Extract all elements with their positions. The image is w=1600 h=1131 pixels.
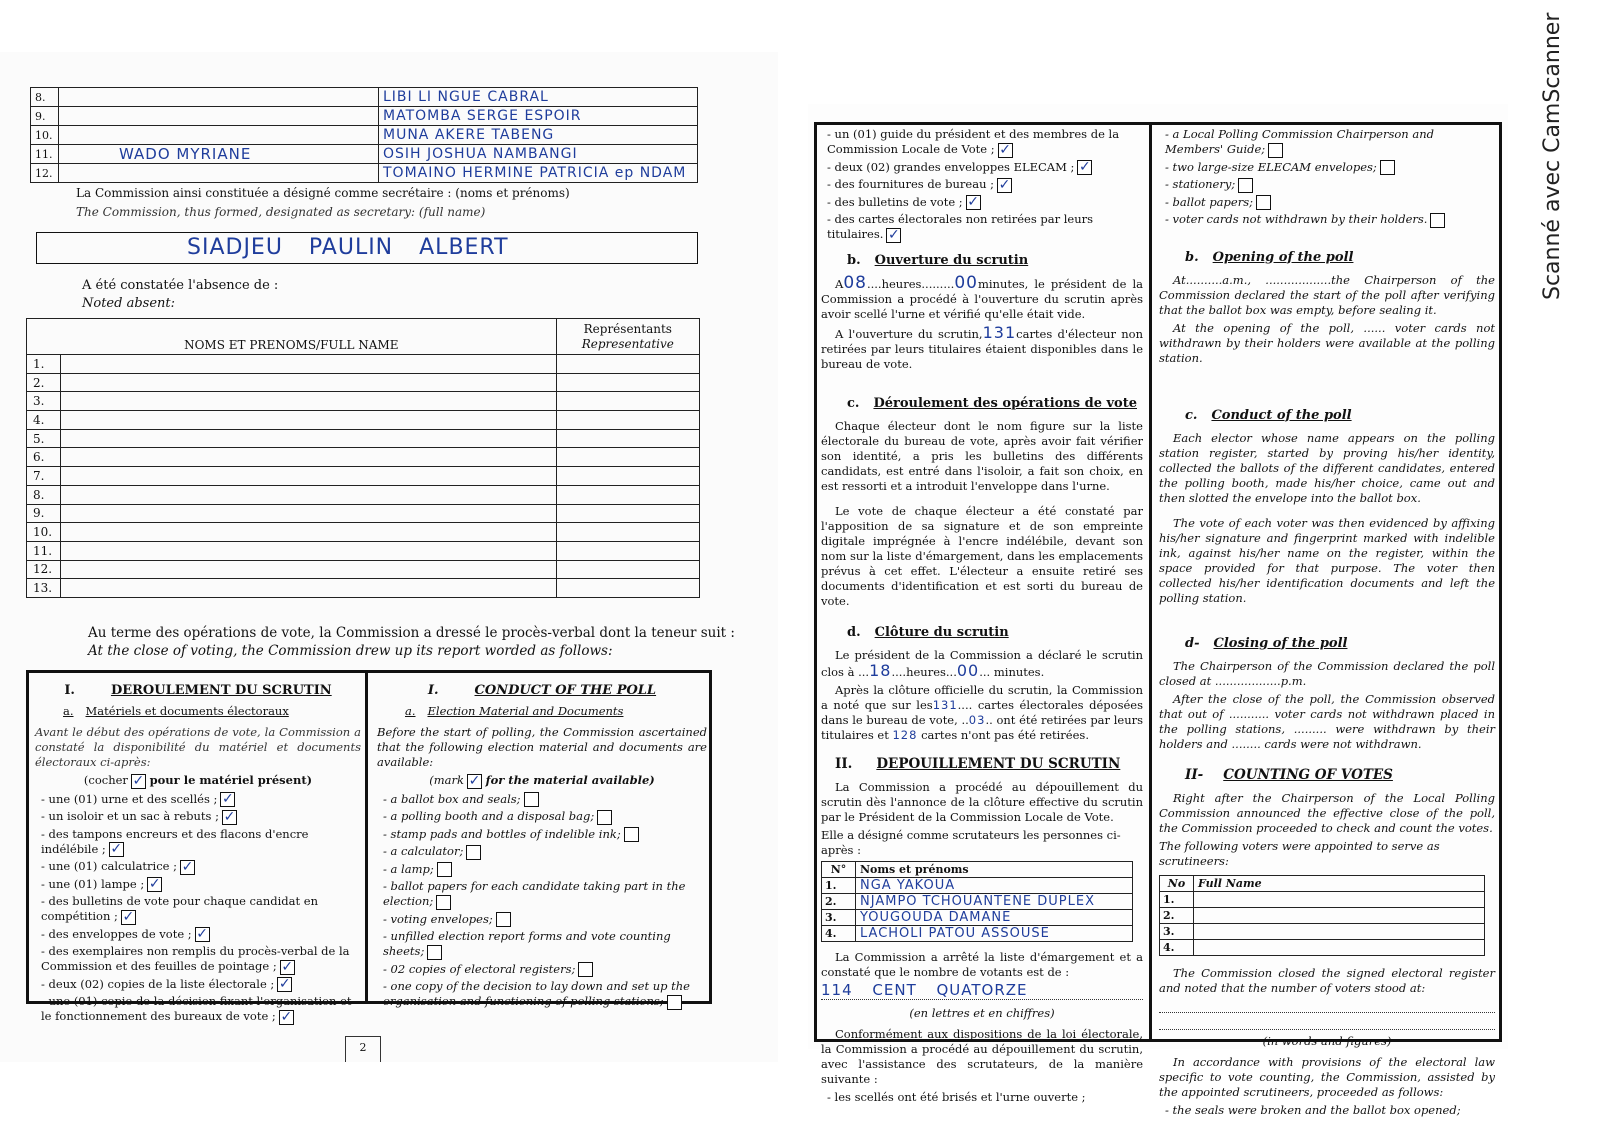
section-divider — [365, 673, 368, 1001]
secretary-box — [36, 232, 698, 264]
absent-row: 7. — [27, 467, 700, 486]
checklist-item: - ballot papers for each candidate taking part in the election; — [383, 879, 686, 908]
checkbox[interactable]: ✓ — [222, 791, 234, 807]
scrutineers-table-fr: N° Noms et prénoms 1. NGA YAKOUA 2. NJAMPO TCHOUANTENE DUPLEX 3. YOUGOUDA DAMANE 4. LACHOLI PATOU ASSOUSE — [821, 861, 1133, 942]
checklist-item: - ballot papers; — [1165, 195, 1495, 211]
checkbox[interactable]: ✓ — [1079, 159, 1091, 175]
checkbox[interactable] — [1268, 143, 1283, 158]
checkbox[interactable] — [496, 912, 511, 927]
checklist-item: - two large-size ELECAM envelopes; — [1165, 160, 1495, 176]
checklist-item: - une (01) calculatrice ; ✓ — [41, 858, 194, 875]
absent-row: 8. — [27, 485, 700, 504]
scrutineer-row: 3. YOUGOUDA DAMANE — [822, 909, 1133, 925]
absent-col-representative: Représentants Representative — [556, 319, 699, 355]
fr-material-column: I. DEROULEMENT DU SCRUTIN a. Matériels et documents électoraux Avant le début des opérations de vote, la Commission a constaté la disponibilité du matériel et documents électoraux ci-après: (cocher ✓ pour le matériel présent) - une (01) urne et des scellés ; ✓ - un isoloir et un sac à rebuts ; ✓ - des tampons encreurs et des flacons d'encre indélébile ; ✓ - une (01) calculatrice ; ✓ - une (01) lampe ; ✓ - des bulletins de vote pour chaque candidat en compétition ; ✓ - des enveloppes de vote ; ✓ - des exemplaires non remplis du procès-verbal de la Commission et des feuilles de pointage ; ✓ - deux (02) copies de la liste électorale ; ✓ - une (01) copie de la décision fixant l'organisation et le fonctionnement des bureaux de vote ; ✓ — [35, 683, 361, 1025]
absent-row: 2. — [27, 373, 700, 392]
scrutineer-row: 4. — [1160, 939, 1485, 955]
checkbox[interactable]: ✓ — [122, 908, 135, 925]
member-name-right: TOMAINO HERMINE PATRICIA ep NDAM — [379, 164, 698, 183]
absent-row: 9. — [27, 504, 700, 523]
checkbox[interactable] — [427, 945, 442, 960]
checklist-item: - des cartes électorales non retirées par leurs titulaires. ✓ — [827, 212, 1094, 243]
absent-row: 6. — [27, 448, 700, 467]
checkbox[interactable]: ✓ — [196, 926, 209, 942]
left-page — [0, 52, 778, 1062]
en-column-right: - a Local Polling Commission Chairperson and Members' Guide; - two large-size ELECAM envelopes; - stationery; - ballot papers; - voter cards not withdrawn by their holders. b. Opening of the poll At..........a.m., ..................the Chairperson of the Commission declared the start of the poll after verifying that the ballot box was empty, before sealing it. At the opening of the poll, ...... voter cards not withdrawn by their holders were available at the polling station. c. Conduct of the poll Each elector whose name appears on the polling station register, started by proving his/her identity, collected the ballots of the different candidates, entered the polling booth, made his/her choice, came out and then slotted the envelope into the ballot box. The vote of each voter was then evidenced by affixing his/her signature and fingerprint marked with indelible ink, against his/her name on the register, within the space provided for that purpose. The voter then collected his/her identification documents and left the polling station. d- Closing of the poll The Chairperson of the Commission declared the poll closed at ..................p.m. After the close of the poll, the Commission observed that out of ........... voter cards not withdrawn placed in the polling stations, ......... were withdrawn by their holders and ........ cards were not withdrawn. II- COUNTING OF VOTES Right after the Chairperson of the Local Polling Commission announced the effective close of the poll, the Commission proceeded to check and count the votes. The following voters were appointed to serve as scrutineers: No Full Name 1. 2. 3. 4. The Commission closed the signed electoral register and noted that the number of voters stood at: (in words and figures) In accordance with provisions of the electoral law specific to vote counting, the Commission, assisted by the appointed scrutineers, proceeded as follows: - the seals were broken and the ballot box opened; — [1159, 127, 1495, 1117]
section-conduct-left — [26, 670, 712, 1025]
checkbox[interactable] — [1430, 213, 1445, 228]
camscanner-watermark: Scanné avec CamScanner — [1540, 12, 1565, 300]
checkbox[interactable] — [466, 845, 481, 860]
en-material-column: I. CONDUCT OF THE POLL a. Election Material and Documents Before the start of polling, the Commission ascertained that the following election material and documents are available: (mark ✓ for the material available) - a ballot box and seals; - a polling booth and a disposal bag; - stamp pads and bottles of indelible ink; - a calculator; - a lamp; - ballot papers for each candidate taking part in the election; - voting envelopes; - unfilled election report forms and vote counting sheets; - 02 copies of electoral registers; - one copy of the decision to lay down and set up the organisation and functioning of polling stations; — [377, 683, 707, 1008]
checkbox[interactable] — [1380, 160, 1395, 175]
member-name-right: OSIH JOSHUA NAMBANGI — [379, 145, 698, 164]
checkbox[interactable]: ✓ — [223, 808, 236, 825]
checkbox[interactable] — [524, 792, 539, 807]
scrutineer-row: 1. — [1160, 891, 1485, 907]
checkbox[interactable] — [624, 827, 639, 842]
member-name-right: MATOMBA SERGE ESPOIR — [379, 107, 698, 126]
checkbox[interactable]: ✓ — [999, 141, 1011, 158]
absence-label-fr: A été constatée l'absence de : — [82, 278, 279, 293]
secretary-name: SIADJEU PAULIN ALBERT — [187, 235, 509, 260]
member-name-left: WADO MYRIANE — [59, 145, 379, 164]
scrutineer-row: 2. NJAMPO TCHOUANTENE DUPLEX — [822, 893, 1133, 909]
checklist-item: - a polling booth and a disposal bag; — [383, 809, 707, 825]
scrutineer-row: 4. LACHOLI PATOU ASSOUSE — [822, 925, 1133, 941]
checklist-item: - voting envelopes; — [383, 912, 707, 928]
checklist-item: - a ballot box and seals; — [383, 792, 707, 808]
checkbox[interactable]: ✓ — [281, 958, 294, 975]
absence-label-en: Noted absent: — [82, 296, 175, 311]
checklist-item: - deux (02) grandes enveloppes ELECAM ; ✓ — [827, 159, 1091, 175]
checklist-item: - unfilled election report forms and vote counting sheets; — [383, 929, 671, 958]
checkbox[interactable]: ✓ — [148, 876, 161, 892]
member-row: 12. TOMAINO HERMINE PATRICIA ep NDAM — [31, 164, 698, 183]
checkbox[interactable]: ✓ — [998, 176, 1011, 193]
checkbox[interactable] — [436, 895, 451, 910]
scrutineer-row: 2. — [1160, 907, 1485, 923]
absent-row: 5. — [27, 429, 700, 448]
member-row: 8. LIBI LI NGUE CABRAL — [31, 88, 698, 107]
absent-row: 10. — [27, 523, 700, 542]
checklist-item: - a calculator; — [383, 844, 707, 860]
checkbox[interactable]: ✓ — [280, 1008, 293, 1025]
checkbox[interactable]: ✓ — [110, 841, 123, 857]
checklist-item: - des bulletins de vote pour chaque candidat en compétition ; ✓ — [41, 894, 319, 925]
right-divider — [1149, 125, 1152, 1039]
checkbox[interactable] — [1256, 195, 1271, 210]
checklist-item: - stamp pads and bottles of indelible ink; — [383, 827, 707, 843]
checklist-item: - 02 copies of electoral registers; — [383, 962, 707, 978]
member-row: 10. MUNA AKERE TABENG — [31, 126, 698, 145]
checklist-item: - des fournitures de bureau ; ✓ — [827, 176, 1011, 193]
checklist-item: - voter cards not withdrawn by their holders. — [1165, 212, 1495, 228]
section-right-frame — [814, 122, 1502, 1117]
member-name-right: MUNA AKERE TABENG — [379, 126, 698, 145]
fr-column-right: - un (01) guide du président et des membres de la Commission Locale de Vote ; ✓ - deux (02) grandes enveloppes ELECAM ; ✓ - des fournitures de bureau ; ✓ - des bulletins de vote ; ✓ - des cartes électorales non retirées par leurs titulaires. ✓ b. Ouverture du scrutin A08....heures.........00minutes, le président de la Commission a procédé à l'ouverture du scrutin après avoir scellé l'urne et vérifié qu'elle était vide. A l'ouverture du scrutin,131cartes d'électeur non retirées par leurs titulaires étaient disponibles dans le bureau de vote. c. Déroulement des opérations de vote Chaque électeur dont le nom figure sur la liste électorale du bureau de vote, après avoir fait vérifier son identité, a pris les bulletins des différents candidats, est entré dans l'isoloir, a fait son choix, en est ressorti et a introduit l'enveloppe dans l'urne. Le vote de chaque électeur a été constaté par l'apposition de sa signature et de son empreinte digitale imprégnée à l'encre indélébile, devant son nom sur la liste d'émargement, dans les emplacements prévus à cet effet. L'électeur a ensuite retiré ses documents d'identification et est sorti du bureau de vote. d. Clôture du scrutin Le président de la Commission a déclaré le scrutin clos à ...18....heures...00... minutes. Après la clôture officielle du scrutin, la Commission a noté que sur les131.... cartes électorales déposées dans le bureau de vote, ..03.. ont été retirées par leurs titulaires et 128 cartes n'ont pas été retirées. II. DEPOUILLEMENT DU SCRUTIN La Commission a procédé au dépouillement du scrutin dès l'annonce de la clôture effective du scrutin par le Président de la Commission Locale de Vote. Elle a désigné comme scrutateurs les personnes ci-après : N° Noms et prénoms 1. NGA YAKOUA 2. NJAMPO TCHOUANTENE DUPLEX 3. YOUGOUDA DAMANE 4. LACHOLI PATOU ASSOUSE La Commission a arrêté la liste d'émargement et a constaté que le nombre de votants est de : 114 CENT QUATORZE (en lettres et en chiffres) Conformément aux dispositions de la loi électorale, la Commission a procédé au dépouillement du scrutin, avec l'assistance des scrutateurs, de la manière suivante : - les scellés ont été brisés et l'urne ouverte ; — [821, 127, 1144, 1104]
secretary-label-fr: La Commission ainsi constituée a désigné comme secrétaire : (noms et prénoms) — [76, 186, 570, 200]
checklist-item: - des exemplaires non remplis du procès-verbal de la Commission et des feuilles de pointage ; ✓ — [41, 944, 350, 975]
checklist-item: - one copy of the decision to lay down and set up the organisation and functioning of polling stations; — [383, 979, 690, 1008]
checklist-item: - stationery; — [1165, 177, 1495, 193]
absent-table — [26, 318, 700, 598]
member-name-right: LIBI LI NGUE CABRAL — [379, 88, 698, 107]
scrutineer-row: 1. NGA YAKOUA — [822, 877, 1133, 893]
member-name-left — [59, 107, 379, 126]
checklist-item: - deux (02) copies de la liste électorale ; ✓ — [41, 976, 291, 992]
absent-col-name: NOMS ET PRENOMS/FULL NAME — [27, 319, 557, 355]
checkbox[interactable] — [437, 862, 452, 877]
checkbox[interactable] — [597, 810, 612, 825]
report-intro-en: At the close of voting, the Commission drew up its report worded as follows: — [88, 643, 613, 659]
checkbox[interactable]: ✓ — [278, 976, 291, 992]
checklist-item: - une (01) copie de la décision fixant l'organisation et le fonctionnement des bureaux de vote ; ✓ — [41, 994, 352, 1025]
checkbox[interactable] — [667, 995, 682, 1010]
commission-members-table — [30, 87, 698, 183]
absent-row: 13. — [27, 579, 700, 598]
scrutineers-table-en: No Full Name 1. 2. 3. 4. — [1159, 875, 1485, 956]
checklist-item: - un (01) guide du président et des membres de la Commission Locale de Vote ; ✓ — [827, 127, 1120, 158]
page-number: 2 — [345, 1036, 381, 1062]
absent-row: 3. — [27, 392, 700, 411]
checklist-item: - des bulletins de vote ; ✓ — [827, 194, 980, 210]
scrutineer-row: 3. — [1160, 923, 1485, 939]
checklist-item: - a Local Polling Commission Chairperson and Members' Guide; — [1165, 127, 1434, 156]
checklist-item: - des enveloppes de vote ; ✓ — [41, 926, 209, 942]
absent-row: 1. — [27, 355, 700, 374]
absent-row: 11. — [27, 541, 700, 560]
absent-row: 4. — [27, 411, 700, 430]
checklist-item: - a lamp; — [383, 862, 707, 878]
checkbox[interactable]: ✓ — [888, 226, 900, 243]
absent-row: 12. — [27, 560, 700, 579]
checkbox[interactable]: ✓ — [181, 858, 194, 875]
checklist-item: - une (01) urne et des scellés ; ✓ — [41, 791, 234, 807]
member-row: 9. MATOMBA SERGE ESPOIR — [31, 107, 698, 126]
member-row: 11. WADO MYRIANE OSIH JOSHUA NAMBANGI — [31, 145, 698, 164]
member-name-left — [59, 88, 379, 107]
member-name-left — [59, 126, 379, 145]
report-intro-fr: Au terme des opérations de vote, la Commission a dressé le procès-verbal dont la teneur suit : — [88, 625, 735, 641]
checklist-item: - une (01) lampe ; ✓ — [41, 876, 161, 892]
checkbox[interactable] — [578, 962, 593, 977]
checklist-item: - des tampons encreurs et des flacons d'encre indélébile ; ✓ — [41, 826, 309, 857]
checklist-item: - un isoloir et un sac à rebuts ; ✓ — [41, 808, 236, 825]
member-name-left — [59, 164, 379, 183]
checkbox[interactable] — [1238, 178, 1253, 193]
right-page — [808, 104, 1508, 1117]
checkbox[interactable]: ✓ — [967, 194, 980, 210]
secretary-label-en: The Commission, thus formed, designated as secretary: (full name) — [76, 205, 486, 219]
